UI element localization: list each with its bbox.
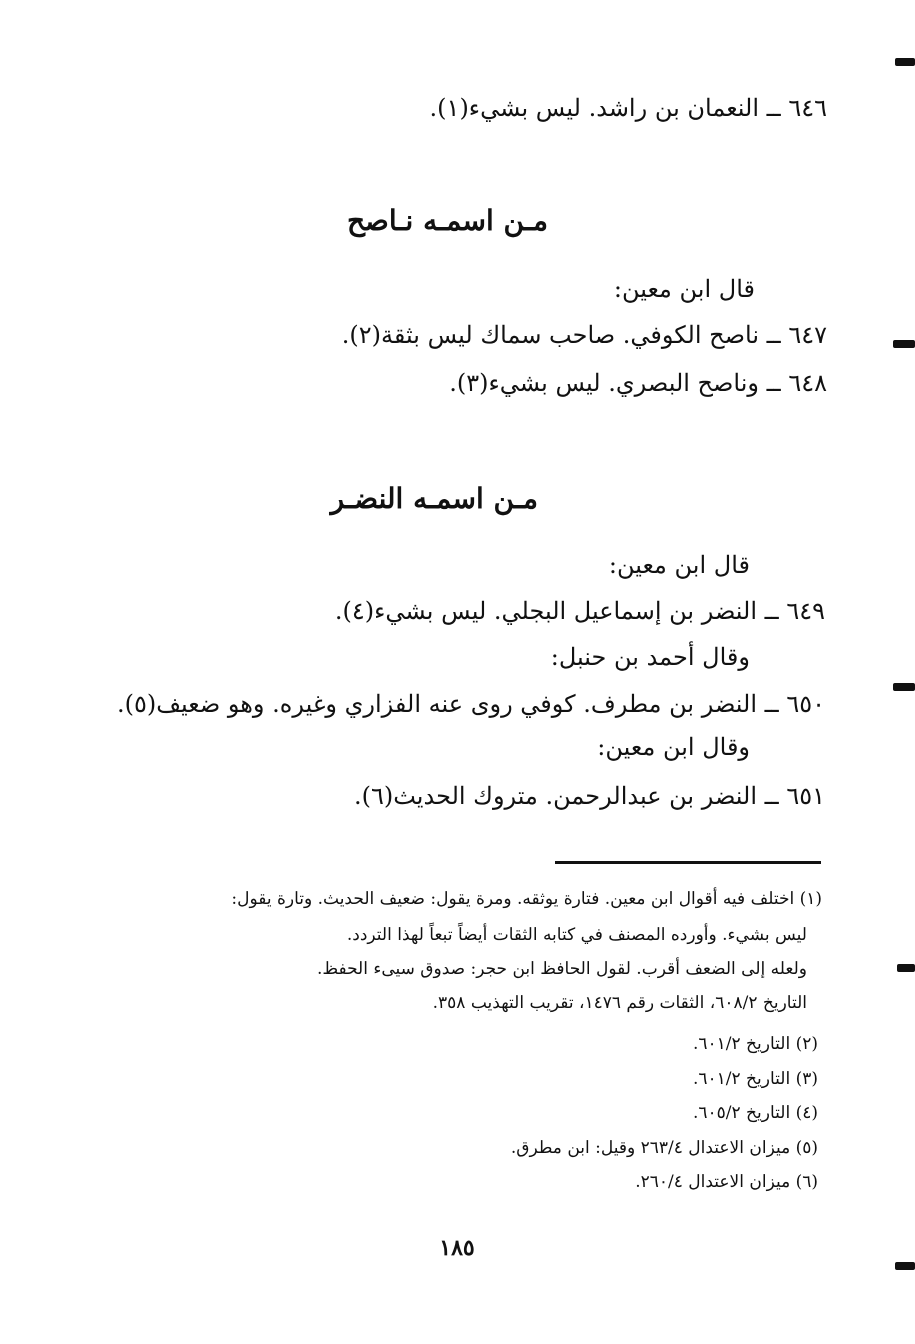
section-heading-nasih: مـن اسمـه نـاصح — [346, 204, 548, 237]
footnote-6: (٦) ميزان الاعتدال ٢٦٠/٤. — [635, 1172, 818, 1192]
footnote-1-cont: التاريخ ٦٠٨/٢، الثقات رقم ١٤٧٦، تقريب التهذيب ٣٥٨. — [432, 993, 807, 1013]
section-intro: قال ابن معين: — [608, 551, 750, 579]
margin-mark — [895, 1262, 915, 1270]
footnote-5: (٥) ميزان الاعتدال ٢٦٣/٤ وقيل: ابن مطرق. — [510, 1138, 818, 1158]
entry-646: ٦٤٦ ــ النعمان بن راشد. ليس بشيء(١). — [429, 94, 827, 122]
margin-mark — [893, 683, 915, 691]
footnote-4: (٤) التاريخ ٦٠٥/٢. — [692, 1103, 818, 1123]
page-number: ١٨٥ — [439, 1235, 475, 1261]
footnote-3: (٣) التاريخ ٦٠١/٢. — [692, 1069, 818, 1089]
entry-651: ٦٥١ ــ النضر بن عبدالرحمن. متروك الحديث(٦). — [353, 782, 825, 810]
margin-mark — [893, 340, 915, 348]
footnote-2: (٢) التاريخ ٦٠١/٢. — [692, 1034, 818, 1054]
margin-mark — [897, 964, 915, 972]
margin-mark — [895, 58, 915, 66]
section-intro: وقال ابن معين: — [597, 733, 750, 761]
entry-650: ٦٥٠ ــ النضر بن مطرف. كوفي روى عنه الفزاري وغيره. وهو ضعيف(٥). — [116, 690, 825, 718]
footnote-divider — [555, 861, 821, 864]
entry-648: ٦٤٨ ــ وناصح البصري. ليس بشيء(٣). — [449, 369, 827, 397]
section-intro: قال ابن معين: — [613, 275, 755, 303]
entry-649: ٦٤٩ ــ النضر بن إسماعيل البجلي. ليس بشيء(٤). — [334, 597, 825, 625]
section-heading-nadr: مـن اسمـه النضـر — [330, 482, 538, 515]
footnote-1-cont: ولعله إلى الضعف أقرب. لقول الحافظ ابن حجر: صدوق سيىء الحفظ. — [316, 959, 807, 979]
section-intro: وقال أحمد بن حنبل: — [550, 643, 750, 671]
entry-647: ٦٤٧ ــ ناصح الكوفي. صاحب سماك ليس بثقة(٢). — [341, 321, 827, 349]
footnote-1-cont: ليس بشيء. وأورده المصنف في كتابه الثقات أيضاً تبعاً لهذا التردد. — [346, 925, 807, 945]
footnote-1: (١) اختلف فيه أقوال ابن معين. فتارة يوثقه. ومرة يقول: ضعيف الحديث. وتارة يقول: — [231, 889, 822, 909]
